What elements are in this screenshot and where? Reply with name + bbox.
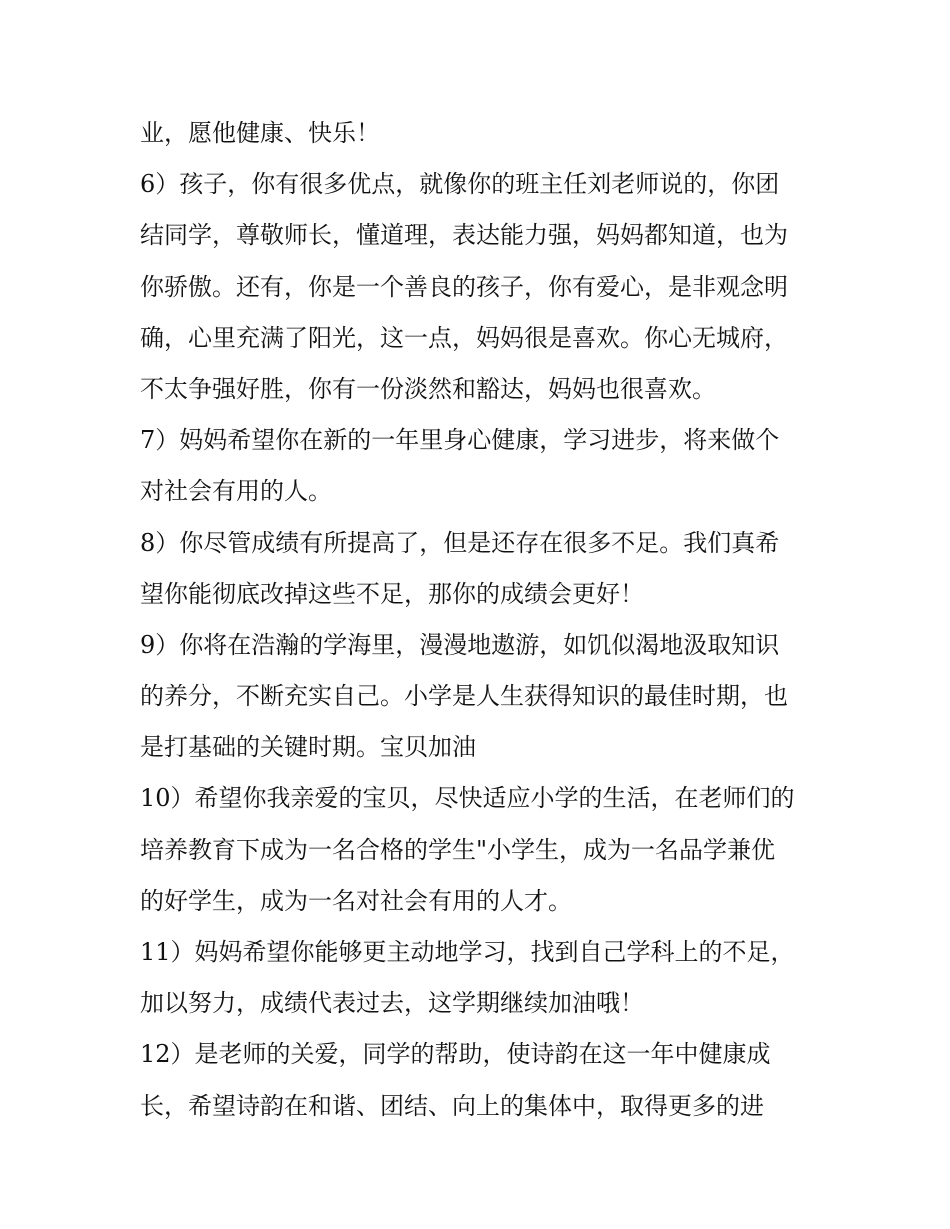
text-line: 6）孩子，你有很多优点，就像你的班主任刘老师说的，你团 [140,170,780,199]
document-body [140,108,820,1132]
text-line: 12）是老师的关爱，同学的帮助，使诗韵在这一年中健康成 [140,1040,771,1069]
text-line: 培养教育下成为一名合格的学生"小学生，成为一名品学兼优 [140,835,776,864]
text-line: 9）你将在浩瀚的学海里，漫漫地遨游，如饥似渴地汲取知识 [140,630,780,659]
text-line: 的好学生，成为一名对社会有用的人才。 [140,886,572,915]
text-line: 是打基础的关键时期。宝贝加油 [140,733,476,762]
text-line: 不太争强好胜，你有一份淡然和豁达，妈妈也很喜欢。 [140,374,716,403]
text-line: 加以努力，成绩代表过去，这学期继续加油哦！ [140,989,644,1018]
text-line: 业，愿他健康、快乐！ [140,119,380,147]
text-line: 11）妈妈希望你能够更主动地学习，找到自己学科上的不足， [140,938,795,966]
text-line: 对社会有用的人。 [140,477,332,506]
text-line: 的养分，不断充实自己。小学是人生获得知识的最佳时期，也 [140,682,788,711]
text-line: 10）希望你我亲爱的宝贝，尽快适应小学的生活，在老师们的 [140,784,795,813]
text-line: 7）妈妈希望你在新的一年里身心健康，学习进步，将来做个 [140,426,780,455]
text-line: 长，希望诗韵在和谐、团结、向上的集体中，取得更多的进 [140,1091,764,1120]
text-line: 你骄傲。还有，你是一个善良的孩子，你有爱心，是非观念明 [140,272,788,301]
text-line: 结同学，尊敬师长，懂道理，表达能力强，妈妈都知道，也为 [140,221,788,250]
text-line: 望你能彻底改掉这些不足，那你的成绩会更好！ [140,579,644,608]
text-line: 确，心里充满了阳光，这一点，妈妈很是喜欢。你心无城府， [140,323,788,352]
text-line: 8）你尽管成绩有所提高了，但是还存在很多不足。我们真希 [140,528,780,557]
